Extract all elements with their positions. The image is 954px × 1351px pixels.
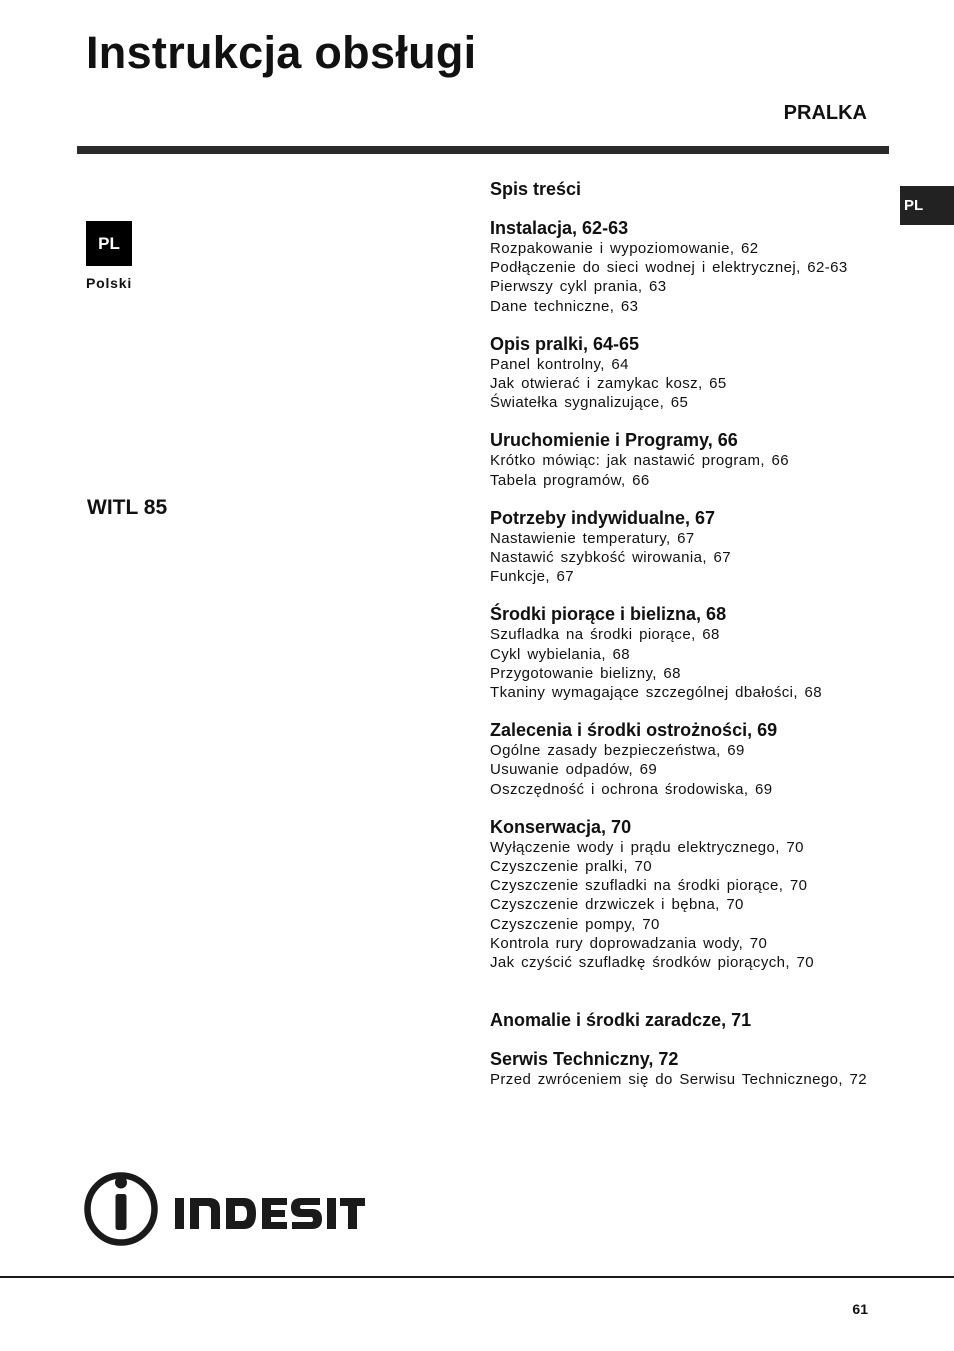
toc-item: Rozpakowanie i wypoziomowanie, 62 — [490, 240, 759, 257]
toc-item: Szufladka na środki piorące, 68 — [490, 626, 720, 644]
toc-item-list — [490, 529, 890, 587]
toc-item: Czyszczenie drzwiczek i bębna, 70 — [490, 896, 744, 914]
toc-item: Funkcje, 67 — [490, 568, 574, 586]
toc-item: Dane techniczne, 63 — [490, 297, 639, 315]
toc-item: Krótko mówiąc: jak nastawić program, 66 — [490, 452, 790, 470]
toc-item: Podłączenie do sieci wodnej i elektrycznej, 62-63 — [490, 259, 848, 277]
toc-item-list — [490, 239, 890, 316]
language-badge: PL — [86, 221, 132, 266]
toc-section — [490, 816, 890, 972]
toc-item: Nastawić szybkość wirowania, 67 — [490, 549, 731, 567]
toc-item-list — [490, 355, 890, 413]
toc-section — [490, 507, 890, 587]
toc-item-list — [490, 741, 890, 799]
toc-item-list — [490, 838, 890, 972]
toc-section-title: Potrzeby indywidualne, 67 — [490, 507, 716, 528]
toc-section-title: Konserwacja, 70 — [490, 816, 632, 837]
toc-section-title: Uruchomienie i Programy, 66 — [490, 430, 738, 451]
toc-item: Przygotowanie bielizny, 68 — [490, 664, 681, 682]
toc-item: Przed zwróceniem się do Serwisu Technicznego, 72 — [490, 1071, 867, 1089]
toc-item: Panel kontrolny, 64 — [490, 355, 629, 373]
language-side-tab: PL — [900, 186, 954, 225]
toc-section — [490, 1009, 890, 1031]
toc-item: Jak otwierać i zamykac kosz, 65 — [490, 375, 727, 393]
toc-section — [490, 603, 890, 702]
toc-item: Kontrola rury doprowadzania wody, 70 — [490, 934, 768, 952]
toc-item-list — [490, 1070, 890, 1089]
toc-item: Cykl wybielania, 68 — [490, 645, 630, 663]
toc-item: Usuwanie odpadów, 69 — [490, 761, 658, 779]
toc-item: Światełka sygnalizujące, 65 — [490, 394, 689, 412]
header-divider — [77, 146, 889, 154]
toc-section-title: Środki piorące i bielizna, 68 — [490, 604, 727, 625]
toc-section-title: Opis pralki, 64-65 — [490, 333, 640, 354]
toc-section-title: Zalecenia i środki ostrożności, 69 — [490, 720, 778, 741]
toc-section — [490, 719, 890, 799]
toc-item: Tabela programów, 66 — [490, 471, 650, 489]
toc-section — [490, 429, 890, 489]
page-number: 61 — [852, 1301, 868, 1317]
language-label: Polski — [86, 275, 133, 291]
toc-item: Czyszczenie pompy, 70 — [490, 915, 660, 933]
toc-item: Oszczędność i ochrona środowiska, 69 — [490, 780, 773, 798]
indesit-logo-icon — [84, 1170, 366, 1248]
toc-section — [490, 1048, 890, 1089]
toc-item: Jak czyścić szufladkę środków piorących, 70 — [490, 954, 814, 972]
brand-logo — [84, 1170, 366, 1248]
product-type: PRALKA — [783, 102, 867, 124]
footer-divider — [0, 1276, 954, 1278]
toc-item: Czyszczenie pralki, 70 — [490, 858, 653, 876]
document-title: Instrukcja obsługi — [86, 27, 477, 78]
toc-section-title: Instalacja, 62-63 — [490, 218, 629, 238]
toc-section-title: Serwis Techniczny, 72 — [490, 1049, 679, 1070]
toc-item: Ogólne zasady bezpieczeństwa, 69 — [490, 742, 745, 760]
toc-item-list — [490, 625, 890, 702]
toc-heading: Spis treści — [490, 179, 582, 199]
table-of-contents — [490, 217, 890, 1106]
toc-item: Wyłączenie wody i prądu elektrycznego, 70 — [490, 838, 804, 856]
model-name: WITL 85 — [87, 496, 168, 519]
toc-section-title: Anomalie i środki zaradcze, 71 — [490, 1010, 752, 1031]
toc-item: Pierwszy cykl prania, 63 — [490, 278, 667, 296]
toc-section — [490, 333, 890, 413]
toc-section — [490, 217, 890, 316]
toc-item: Czyszczenie szufladki na środki piorące, 70 — [490, 877, 808, 895]
toc-item: Tkaniny wymagające szczególnej dbałości, 68 — [490, 684, 823, 702]
toc-item: Nastawienie temperatury, 67 — [490, 529, 695, 547]
toc-item-list — [490, 451, 890, 489]
